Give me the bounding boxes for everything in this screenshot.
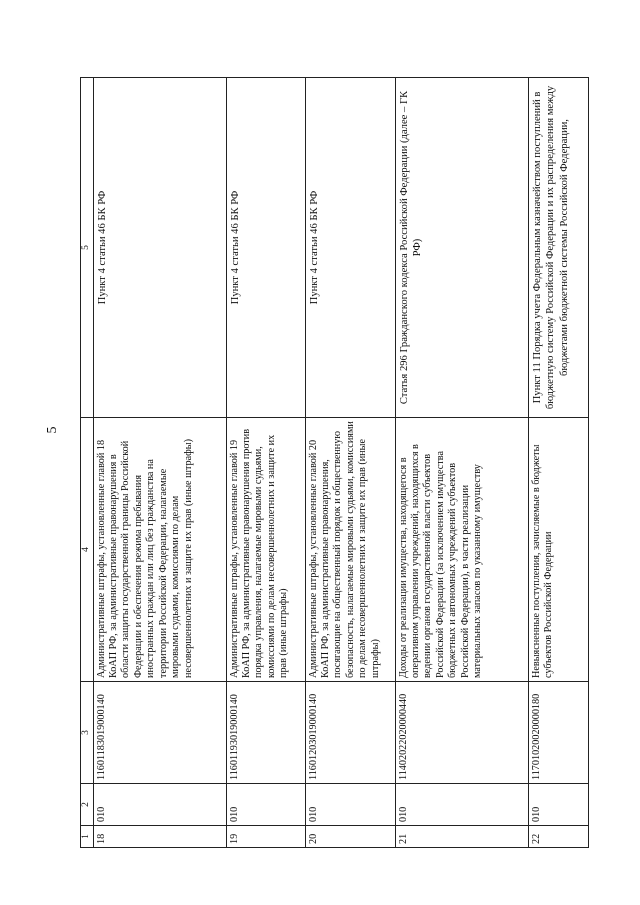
kbk-code-cell: 11601193019000140 [226, 682, 305, 784]
row-number-cell: 21 [395, 826, 528, 848]
table-row [305, 78, 395, 848]
description-cell: Административные штрафы, установленные главой 18 КоАП РФ, за административные правонарушения в области защиты государственной границы Российской Федерации и обеспечения режима пребывания иностранных граждан или лиц без гражданства на территории Российской Федерации, налагаемые мировыми судьями, комиссиями по делам несовершеннолетних и защите их прав (иные штрафы) [93, 418, 226, 682]
legal-basis-cell: Пункт 4 статьи 46 БК РФ [305, 78, 395, 418]
legal-basis-cell: Пункт 4 статьи 46 БК РФ [93, 78, 226, 418]
row-number-cell: 20 [305, 826, 395, 848]
column-number-row [81, 78, 94, 848]
admin-code-cell: 010 [395, 784, 528, 826]
row-number-cell: 22 [528, 826, 588, 848]
admin-code-cell: 010 [93, 784, 226, 826]
revenue-codes-table [80, 77, 589, 848]
kbk-code-cell: 11402022020000440 [395, 682, 528, 784]
table-row [528, 78, 588, 848]
table-row [226, 78, 305, 848]
kbk-code-cell: 11701020020000180 [528, 682, 588, 784]
description-cell: Административные штрафы, установленные главой 19 КоАП РФ, за административные правонарушения против порядка управления, налагаемые мировыми судьями, комиссиями по делам несовершеннолетних и защите их прав (иные штрафы) [226, 418, 305, 682]
description-cell: Доходы от реализации имущества, находящегося в оперативном управлении учреждений, находящихся в ведении органов государственной власти субъектов Российской Федерации (за исключением имущества бюджетных и автономных учреждений субъектов Российской Федерации), в части реализации материальных запасов по указанному имуществу [395, 418, 528, 682]
row-number-cell: 18 [93, 826, 226, 848]
column-header: 4 [81, 418, 94, 682]
legal-basis-cell: Статья 296 Гражданского кодекса Российской Федерации (далее – ГК РФ) [395, 78, 528, 418]
kbk-code-cell: 11601203019000140 [305, 682, 395, 784]
legal-basis-cell: Пункт 4 статьи 46 БК РФ [226, 78, 305, 418]
page-number: 5 [45, 426, 60, 434]
admin-code-cell: 010 [226, 784, 305, 826]
rotated-page-content [80, 78, 580, 848]
row-number-cell: 19 [226, 826, 305, 848]
description-cell: Административные штрафы, установленные главой 20 КоАП РФ, за административные правонарушения, посягающие на общественный порядок и общественную безопасность, налагаемые мировыми судьями, комиссиями по делам несовершеннолетних и защите их прав (иные штрафы) [305, 418, 395, 682]
admin-code-cell: 010 [305, 784, 395, 826]
column-header: 2 [81, 784, 94, 826]
column-header: 1 [81, 826, 94, 848]
kbk-code-cell: 11601183019000140 [93, 682, 226, 784]
column-header: 5 [81, 78, 94, 418]
description-cell: Невыясненные поступления, зачисляемые в бюджеты субъектов Российской Федерации [528, 418, 588, 682]
admin-code-cell: 010 [528, 784, 588, 826]
legal-basis-cell: Пункт 11 Порядка учета Федеральным казначейством поступлений в бюджетную систему Российской Федерации и их распределения между бюджетами бюджетной системы Российской Федерации, [528, 78, 588, 418]
column-header: 3 [81, 682, 94, 784]
table-row [93, 78, 226, 848]
table-row [395, 78, 528, 848]
